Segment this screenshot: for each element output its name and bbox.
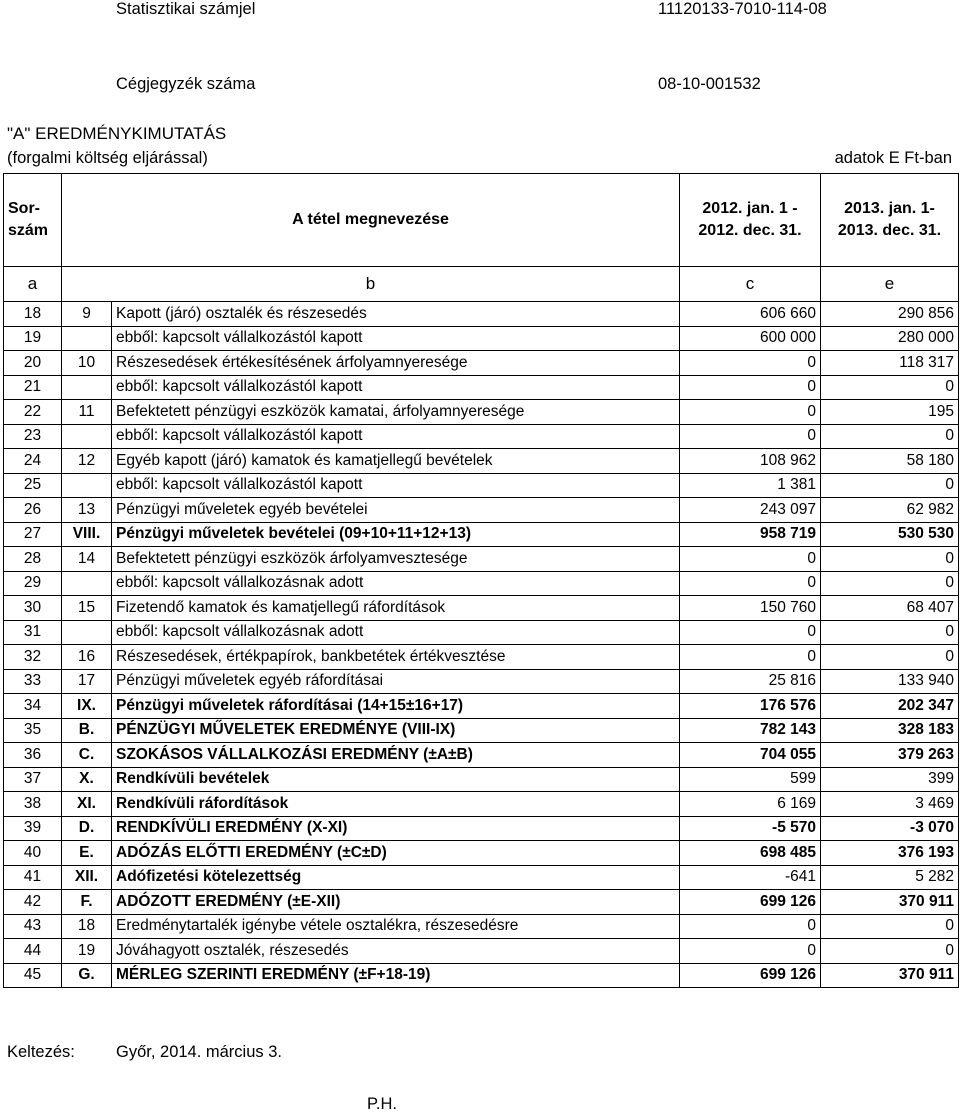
row-number: 21 [4, 375, 62, 400]
value-2012: 0 [680, 939, 821, 964]
value-2013: 0 [821, 375, 959, 400]
value-2012: 25 816 [680, 669, 821, 694]
item-name: Kapott (járó) osztalék és részesedés [112, 302, 680, 327]
item-code: 19 [62, 939, 112, 964]
row-number: 29 [4, 571, 62, 596]
item-name-header: A tétel megnevezése [62, 174, 680, 267]
value-2013: 58 180 [821, 449, 959, 474]
stat-number-value: 11120133-7010-114-08 [658, 0, 827, 18]
table-row [4, 645, 959, 670]
value-2012: 699 126 [680, 890, 821, 915]
row-number: 35 [4, 718, 62, 743]
column-letter-row [4, 267, 959, 302]
value-2012: 243 097 [680, 498, 821, 523]
row-number: 27 [4, 522, 62, 547]
item-code: 18 [62, 914, 112, 939]
value-2012: 0 [680, 351, 821, 376]
value-2013: 0 [821, 547, 959, 572]
item-code: 15 [62, 596, 112, 621]
table-row [4, 669, 959, 694]
value-2012: 0 [680, 571, 821, 596]
table-row [4, 914, 959, 939]
table-row [4, 890, 959, 915]
row-number: 39 [4, 816, 62, 841]
value-2013: 530 530 [821, 522, 959, 547]
row-number: 18 [4, 302, 62, 327]
table-row [4, 400, 959, 425]
value-2013: 195 [821, 400, 959, 425]
value-2012: 0 [680, 424, 821, 449]
item-code [62, 326, 112, 351]
table-row [4, 816, 959, 841]
row-number: 31 [4, 620, 62, 645]
value-2013: 0 [821, 914, 959, 939]
value-2012: 176 576 [680, 694, 821, 719]
table-row [4, 424, 959, 449]
statement-subtitle: (forgalmi költség eljárással) [7, 149, 208, 167]
period-2012-header: 2012. jan. 1 - 2012. dec. 31. [680, 174, 821, 267]
item-code: VIII. [62, 522, 112, 547]
table-row [4, 449, 959, 474]
table-row [4, 718, 959, 743]
period-2013-header: 2013. jan. 1- 2013. dec. 31. [821, 174, 959, 267]
value-2012: 698 485 [680, 841, 821, 866]
value-2012: 1 381 [680, 473, 821, 498]
value-2013: 379 263 [821, 743, 959, 768]
column-letter-b: b [62, 267, 680, 302]
value-2013: 399 [821, 767, 959, 792]
value-2012: 782 143 [680, 718, 821, 743]
value-2012: 958 719 [680, 522, 821, 547]
item-name: MÉRLEG SZERINTI EREDMÉNY (±F+18-19) [112, 963, 680, 988]
item-name: ebből: kapcsolt vállalkozástól kapott [112, 424, 680, 449]
item-code [62, 375, 112, 400]
item-name: RENDKÍVÜLI EREDMÉNY (X-XI) [112, 816, 680, 841]
item-name: Befektetett pénzügyi eszközök kamatai, árfolyamnyeresége [112, 400, 680, 425]
table-row [4, 792, 959, 817]
value-2013: 0 [821, 645, 959, 670]
row-number: 34 [4, 694, 62, 719]
value-2013: 3 469 [821, 792, 959, 817]
value-2012: 0 [680, 914, 821, 939]
value-2012: 699 126 [680, 963, 821, 988]
row-number: 22 [4, 400, 62, 425]
item-code [62, 571, 112, 596]
row-number: 44 [4, 939, 62, 964]
row-number: 23 [4, 424, 62, 449]
stat-number-label: Statisztikai számjel [116, 0, 256, 18]
row-number: 42 [4, 890, 62, 915]
row-number: 36 [4, 743, 62, 768]
item-code [62, 620, 112, 645]
item-code: B. [62, 718, 112, 743]
table-row [4, 694, 959, 719]
value-2013: -3 070 [821, 816, 959, 841]
item-code: 11 [62, 400, 112, 425]
item-name: Pénzügyi műveletek ráfordításai (14+15±16+17) [112, 694, 680, 719]
company-register-value: 08-10-001532 [658, 75, 761, 93]
value-2012: 600 000 [680, 326, 821, 351]
value-2013: 202 347 [821, 694, 959, 719]
item-code [62, 424, 112, 449]
item-name: ebből: kapcsolt vállalkozástól kapott [112, 375, 680, 400]
item-name: Pénzügyi műveletek egyéb ráfordításai [112, 669, 680, 694]
value-2012: 6 169 [680, 792, 821, 817]
value-2013: 118 317 [821, 351, 959, 376]
row-number: 28 [4, 547, 62, 572]
item-name: Pénzügyi műveletek bevételei (09+10+11+12+13) [112, 522, 680, 547]
table-header-row [4, 174, 959, 267]
item-name: ADÓZOTT EREDMÉNY (±E-XII) [112, 890, 680, 915]
row-number: 41 [4, 865, 62, 890]
item-code: C. [62, 743, 112, 768]
column-letter-a: a [4, 267, 62, 302]
item-name: ADÓZÁS ELŐTTI EREDMÉNY (±C±D) [112, 841, 680, 866]
row-number: 19 [4, 326, 62, 351]
table-row [4, 571, 959, 596]
item-name: Jóváhagyott osztalék, részesedés [112, 939, 680, 964]
item-code: X. [62, 767, 112, 792]
item-name: Rendkívüli ráfordítások [112, 792, 680, 817]
item-name: SZOKÁSOS VÁLLALKOZÁSI EREDMÉNY (±A±B) [112, 743, 680, 768]
table-row [4, 620, 959, 645]
table-row [4, 351, 959, 376]
table-row [4, 375, 959, 400]
item-code: G. [62, 963, 112, 988]
item-code: D. [62, 816, 112, 841]
item-name: Pénzügyi műveletek egyéb bevételei [112, 498, 680, 523]
income-statement-table [3, 173, 959, 988]
table-row [4, 963, 959, 988]
value-2012: 150 760 [680, 596, 821, 621]
value-2012: 108 962 [680, 449, 821, 474]
item-code: 9 [62, 302, 112, 327]
row-number: 30 [4, 596, 62, 621]
value-2013: 0 [821, 939, 959, 964]
table-row [4, 841, 959, 866]
item-code: 14 [62, 547, 112, 572]
company-register-label: Cégjegyzék száma [116, 75, 256, 93]
table-row [4, 743, 959, 768]
value-2012: 0 [680, 400, 821, 425]
item-code: IX. [62, 694, 112, 719]
item-code: 17 [62, 669, 112, 694]
item-name: Rendkívüli bevételek [112, 767, 680, 792]
date-place-value: Győr, 2014. március 3. [116, 1043, 282, 1061]
item-name: ebből: kapcsolt vállalkozásnak adott [112, 571, 680, 596]
value-2012: 0 [680, 620, 821, 645]
item-name: ebből: kapcsolt vállalkozástól kapott [112, 473, 680, 498]
item-name: ebből: kapcsolt vállalkozástól kapott [112, 326, 680, 351]
item-code: 16 [62, 645, 112, 670]
value-2012: 599 [680, 767, 821, 792]
row-number: 32 [4, 645, 62, 670]
value-2013: 5 282 [821, 865, 959, 890]
value-2013: 370 911 [821, 890, 959, 915]
value-2012: 606 660 [680, 302, 821, 327]
table-row [4, 939, 959, 964]
column-letter-e: e [821, 267, 959, 302]
value-2012: 0 [680, 645, 821, 670]
item-code: F. [62, 890, 112, 915]
value-2013: 133 940 [821, 669, 959, 694]
item-name: Adófizetési kötelezettség [112, 865, 680, 890]
row-number: 37 [4, 767, 62, 792]
item-name: Fizetendő kamatok és kamatjellegű ráfordítások [112, 596, 680, 621]
table-row [4, 767, 959, 792]
item-name: Egyéb kapott (járó) kamatok és kamatjellegű bevételek [112, 449, 680, 474]
value-2013: 0 [821, 620, 959, 645]
item-name: Részesedések értékesítésének árfolyamnyeresége [112, 351, 680, 376]
item-code: 13 [62, 498, 112, 523]
table-row [4, 522, 959, 547]
date-place-label: Keltezés: [7, 1043, 75, 1061]
unit-note: adatok E Ft-ban [834, 149, 952, 167]
table-row [4, 547, 959, 572]
item-code: XI. [62, 792, 112, 817]
row-number: 40 [4, 841, 62, 866]
value-2013: 280 000 [821, 326, 959, 351]
table-row [4, 596, 959, 621]
item-code: 10 [62, 351, 112, 376]
item-name: Részesedések, értékpapírok, bankbetétek értékvesztése [112, 645, 680, 670]
row-number: 43 [4, 914, 62, 939]
item-name: Befektetett pénzügyi eszközök árfolyamvesztesége [112, 547, 680, 572]
row-number-header: Sor- szám [4, 174, 62, 267]
row-number: 45 [4, 963, 62, 988]
value-2012: 0 [680, 547, 821, 572]
value-2012: -5 570 [680, 816, 821, 841]
row-number: 26 [4, 498, 62, 523]
row-number: 20 [4, 351, 62, 376]
item-code [62, 473, 112, 498]
row-number: 33 [4, 669, 62, 694]
value-2013: 328 183 [821, 718, 959, 743]
stamp-placeholder: P.H. [367, 1095, 397, 1113]
item-name: ebből: kapcsolt vállalkozásnak adott [112, 620, 680, 645]
value-2013: 376 193 [821, 841, 959, 866]
item-code: 12 [62, 449, 112, 474]
statement-title: "A" EREDMÉNYKIMUTATÁS [7, 124, 227, 143]
value-2012: 704 055 [680, 743, 821, 768]
column-letter-c: c [680, 267, 821, 302]
table-row [4, 498, 959, 523]
value-2013: 0 [821, 424, 959, 449]
value-2013: 0 [821, 571, 959, 596]
value-2013: 0 [821, 473, 959, 498]
value-2013: 62 982 [821, 498, 959, 523]
item-code: XII. [62, 865, 112, 890]
value-2013: 68 407 [821, 596, 959, 621]
value-2013: 370 911 [821, 963, 959, 988]
table-row [4, 473, 959, 498]
item-name: Eredménytartalék igénybe vétele osztalékra, részesedésre [112, 914, 680, 939]
value-2012: -641 [680, 865, 821, 890]
table-row [4, 865, 959, 890]
row-number: 25 [4, 473, 62, 498]
value-2013: 290 856 [821, 302, 959, 327]
row-number: 24 [4, 449, 62, 474]
item-code: E. [62, 841, 112, 866]
value-2012: 0 [680, 375, 821, 400]
item-name: PÉNZÜGYI MŰVELETEK EREDMÉNYE (VIII-IX) [112, 718, 680, 743]
table-row [4, 302, 959, 327]
row-number: 38 [4, 792, 62, 817]
table-row [4, 326, 959, 351]
